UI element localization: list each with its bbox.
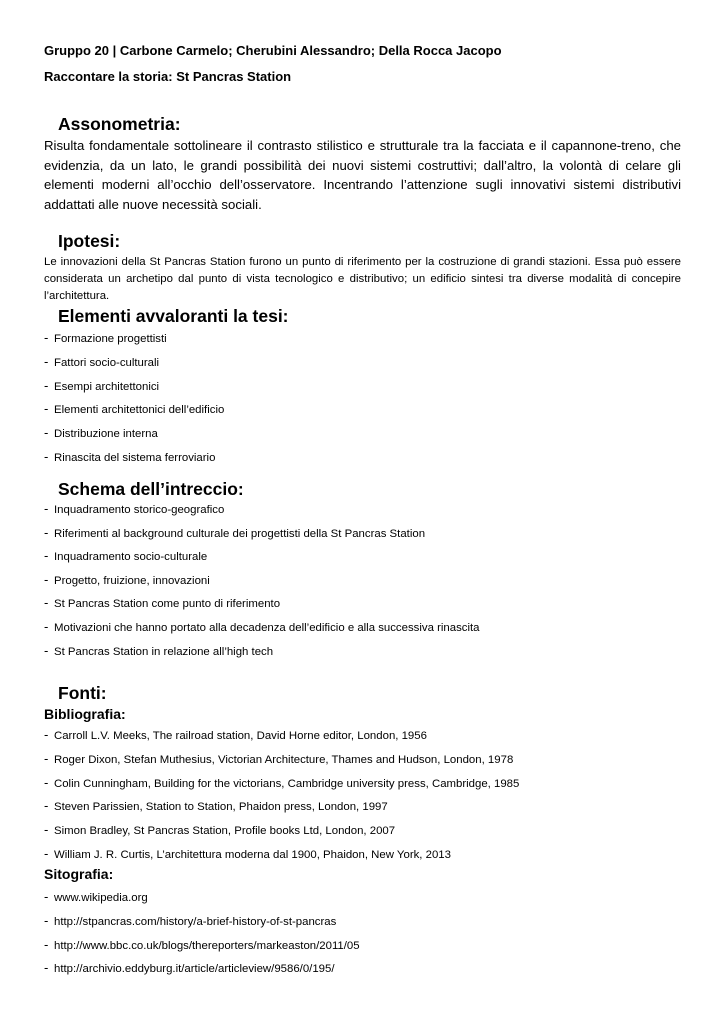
- list-item: - William J. R. Curtis, L’architettura moderna dal 1900, Phaidon, New York, 2013: [44, 845, 451, 861]
- link-text: http://www.bbc.co.uk/blogs/thereporters/markeaston/2011/05: [54, 939, 360, 952]
- link-text: http://stpancras.com/history/a-brief-history-of-st-pancras: [54, 915, 337, 928]
- document-title: Raccontare la storia: St Pancras Station: [44, 69, 292, 84]
- list-item: - Distribuzione interna: [44, 425, 158, 441]
- list-item: [44, 960, 684, 984]
- bullet-dash: -: [44, 750, 49, 766]
- bullet-dash: -: [44, 448, 49, 464]
- bullet-dash: -: [44, 845, 49, 861]
- list-schema: [44, 501, 684, 666]
- heading-schema: Schema dell’intreccio:: [58, 479, 244, 499]
- bullet-dash: -: [44, 822, 49, 838]
- list-item: [44, 937, 684, 961]
- bullet-dash: -: [44, 571, 49, 587]
- list-item: [44, 913, 684, 937]
- bullet-dash: -: [44, 524, 49, 540]
- list-item: - Simon Bradley, St Pancras Station, Profile books Ltd, London, 2007: [44, 822, 396, 838]
- list-item: - Steven Parissien, Station to Station, Phaidon press, London, 1997: [44, 798, 388, 814]
- bullet-dash: -: [44, 548, 49, 564]
- heading-assonometria: Assonometria:: [58, 114, 181, 134]
- bullet-dash: -: [44, 330, 49, 345]
- bullet-dash: -: [44, 936, 49, 952]
- heading-elementi: Elementi avvaloranti la tesi:: [58, 306, 289, 326]
- list-bibliografia: [44, 727, 684, 870]
- list-item: - St Pancras Station come punto di riferimento: [44, 595, 281, 611]
- bullet-dash: -: [44, 595, 49, 611]
- bullet-dash: -: [44, 618, 49, 634]
- bullet-dash: -: [44, 642, 49, 658]
- list-item: - Inquadramento socio-culturale: [44, 548, 208, 564]
- list-item: - Riferimenti al background culturale dei progettisti della St Pancras Station: [44, 524, 426, 540]
- list-sitografia: [44, 889, 684, 984]
- group-line: Gruppo 20 | Carbone Carmelo; Cherubini Alessandro; Della Rocca Jacopo: [44, 43, 502, 58]
- list-item: - Elementi architettonici dell’edificio: [44, 401, 225, 417]
- list-item: - Rinascita del sistema ferroviario: [44, 448, 216, 464]
- list-item: - Inquadramento storico-geografico: [44, 501, 225, 516]
- heading-sitografia: Sitografia:: [44, 866, 114, 882]
- bullet-dash: -: [44, 377, 49, 393]
- bullet-dash: -: [44, 501, 49, 516]
- paragraph-assonometria: Risulta fondamentale sottolineare il contrasto stilistico e strutturale tra la facciata e il capannone-treno, che evidenzia, da un lato, le grandi possibilità dei nuovi sistemi costruttivi; dall’altro, la volontà di celare gli elementi moderni all’occhio dell’osservatore. Incentrando l’attenzione sugli innovativi sistemi distributivi addattati alle nuove necessità sociali.: [44, 138, 681, 212]
- list-item: [44, 889, 684, 913]
- list-item: - Roger Dixon, Stefan Muthesius, Victorian Architecture, Thames and Hudson, London, 1978: [44, 750, 514, 766]
- list-item: - Motivazioni che hanno portato alla decadenza dell’edificio e alla successiva rinascita: [44, 618, 480, 634]
- bullet-dash: -: [44, 889, 49, 904]
- bullet-dash: -: [44, 960, 49, 976]
- bullet-dash: -: [44, 774, 49, 790]
- list-elementi: [44, 330, 684, 473]
- list-item: - Progetto, fruizione, innovazioni: [44, 571, 210, 587]
- bullet-dash: -: [44, 425, 49, 441]
- list-item: - Formazione progettisti: [44, 330, 167, 345]
- list-item: - St Pancras Station in relazione all’high tech: [44, 642, 274, 658]
- heading-ipotesi: Ipotesi:: [58, 231, 121, 251]
- list-item: - Carroll L.V. Meeks, The railroad station, David Horne editor, London, 1956: [44, 727, 427, 742]
- heading-bibliografia: Bibliografia:: [44, 706, 126, 722]
- link-text: http://archivio.eddyburg.it/article/articleview/9586/0/195/: [54, 963, 335, 976]
- paragraph-ipotesi: Le innovazioni della St Pancras Station furono un punto di riferimento per la costruzione di grandi stazioni. Essa può essere considerata un archetipo dal punto di vista tecnologico e distributivo; un edificio sintesi tra diverse modalità di concepire l’architettura.: [44, 256, 681, 302]
- list-item: - Esempi architettonici: [44, 377, 160, 393]
- bullet-dash: -: [44, 912, 49, 928]
- bullet-dash: -: [44, 798, 49, 814]
- list-item: - Fattori socio-culturali: [44, 353, 160, 369]
- bullet-dash: -: [44, 727, 49, 742]
- heading-fonti: Fonti:: [58, 683, 107, 703]
- link-text: www.wikipedia.org: [54, 892, 148, 904]
- bullet-dash: -: [44, 401, 49, 417]
- list-item: - Colin Cunningham, Building for the victorians, Cambridge university press, Cambridge, 1985: [44, 774, 520, 790]
- bullet-dash: -: [44, 353, 49, 369]
